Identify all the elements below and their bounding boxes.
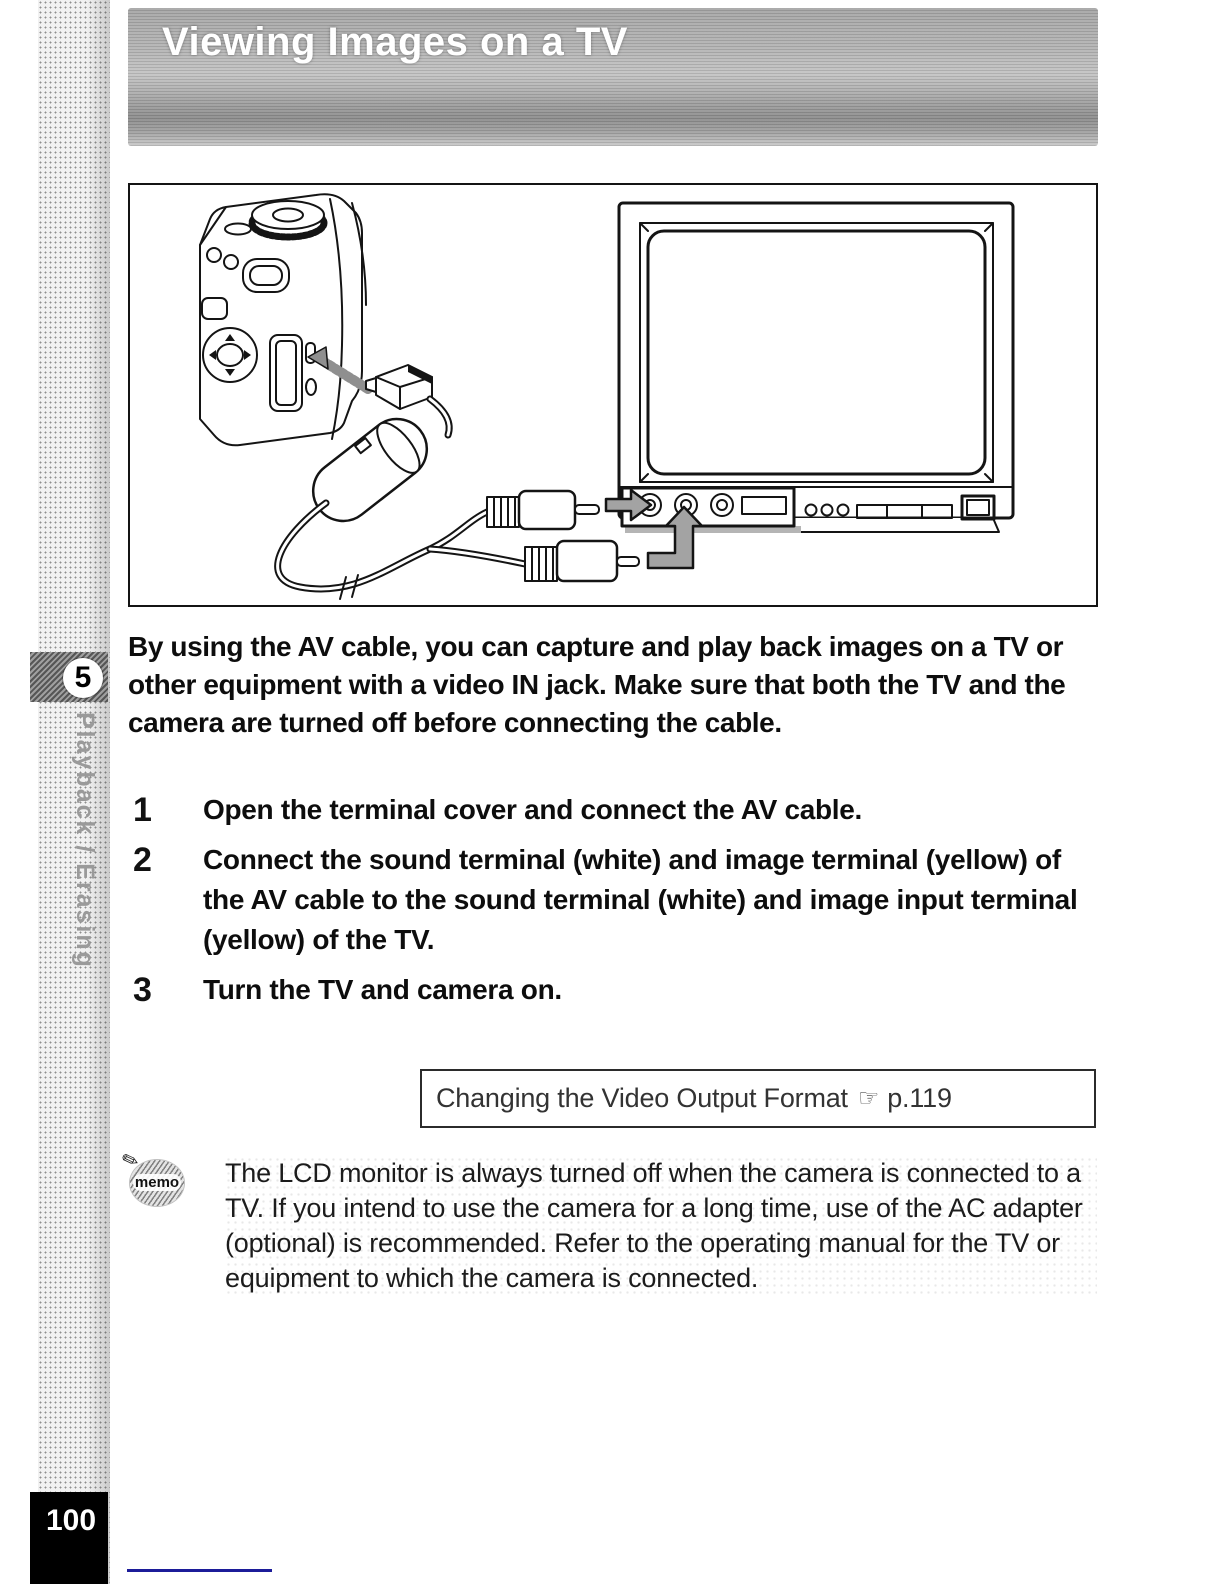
step-text: Turn the TV and camera on. bbox=[203, 974, 562, 1005]
cross-reference-label: Changing the Video Output Format bbox=[436, 1083, 848, 1113]
step-text: Connect the sound terminal (white) and image terminal (yellow) of the AV cable to the sound terminal (white) and image input terminal (yellow) of the TV. bbox=[203, 844, 1078, 955]
footer-rule bbox=[127, 1569, 272, 1572]
page-title: Viewing Images on a TV bbox=[162, 20, 628, 64]
figure-frame bbox=[128, 183, 1098, 607]
page-number: 100 bbox=[30, 1492, 108, 1584]
memo-badge-label: memo bbox=[134, 1174, 180, 1191]
memo-icon bbox=[118, 1147, 184, 1206]
step-number: 3 bbox=[133, 971, 152, 1009]
cross-reference-box bbox=[420, 1069, 1096, 1128]
av-connection-illustration bbox=[130, 185, 1092, 601]
pen-icon: ✎ bbox=[118, 1147, 143, 1175]
memo-note: The LCD monitor is always turned off when the camera is connected to a TV. If you intend to use the camera for a long time, use of the AC adapter (optional) is recommended. Refer to the operating manual for the TV or equipment to which the camera is connected. bbox=[225, 1156, 1097, 1296]
chapter-label: Playback / Erasing bbox=[71, 712, 99, 969]
step-1 bbox=[128, 790, 1098, 830]
camera-drawing bbox=[200, 194, 366, 445]
intro-paragraph: By using the AV cable, you can capture and play back images on a TV or other equipment with a video IN jack. Make sure that both the TV and the camera are turned off before connecting the cable. bbox=[128, 631, 1066, 738]
sound-plug-white bbox=[525, 541, 639, 581]
image-plug-yellow bbox=[487, 491, 599, 529]
step-list bbox=[128, 790, 1098, 1010]
shutter-button bbox=[225, 224, 251, 235]
tv-drawing bbox=[619, 203, 1013, 533]
cross-reference-page: p.119 bbox=[887, 1083, 952, 1113]
step-3 bbox=[128, 970, 1098, 1010]
camera-plug bbox=[366, 365, 432, 409]
pointing-hand-icon: ☞ bbox=[857, 1085, 880, 1112]
step-text: Open the terminal cover and connect the AV cable. bbox=[203, 794, 863, 825]
chapter-number-badge: 5 bbox=[63, 658, 103, 698]
step-number: 1 bbox=[133, 791, 152, 829]
step-2 bbox=[128, 840, 1098, 960]
section-title-banner bbox=[128, 8, 1098, 146]
step-number: 2 bbox=[133, 841, 152, 879]
